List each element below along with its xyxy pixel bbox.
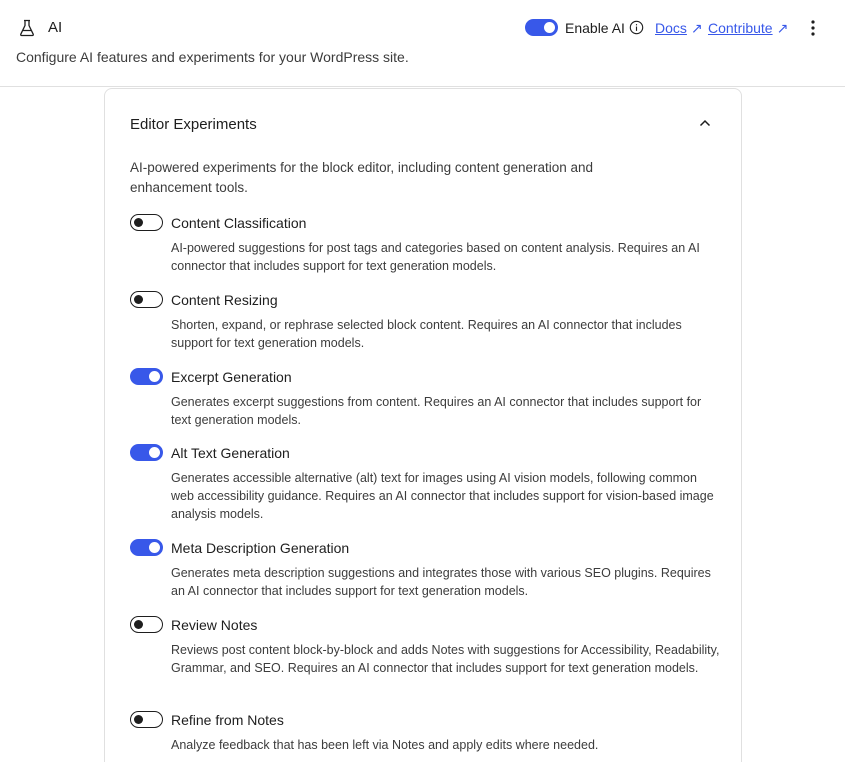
toggle-content-classification[interactable] (130, 214, 163, 231)
external-link-icon: ↗ (690, 20, 703, 36)
experiment-label: Refine from Notes (171, 712, 284, 728)
experiment-label: Content Resizing (171, 292, 278, 308)
experiment-label: Review Notes (171, 617, 258, 633)
experiment-description: AI-powered suggestions for post tags and categories based on content analysis. Requires an AI connector that includes support for text generation models. (171, 241, 700, 273)
info-icon[interactable] (629, 20, 644, 35)
toggle-refine-from-notes[interactable] (130, 711, 163, 728)
experiment-description: Shorten, expand, or rephrase selected block content. Requires an AI connector that includes support for text generation models. (171, 318, 682, 350)
toggle-knob (134, 715, 143, 724)
experiment-label: Content Classification (171, 215, 307, 231)
toggle-excerpt-generation[interactable] (130, 368, 163, 385)
experiment-label: Excerpt Generation (171, 369, 292, 385)
external-link-icon: ↗ (776, 20, 789, 36)
toggle-content-resizing[interactable] (130, 291, 163, 308)
toggle-knob (149, 447, 160, 458)
enable-ai-toggle[interactable] (525, 19, 558, 36)
toggle-review-notes[interactable] (130, 616, 163, 633)
page-title: AI (48, 19, 63, 36)
toggle-knob (544, 22, 555, 33)
page-header (0, 0, 845, 87)
contribute-link[interactable] (708, 20, 788, 36)
toggle-knob (149, 371, 160, 382)
contribute-link-label: Contribute (708, 20, 773, 36)
page-description: Configure AI features and experiments for your WordPress site. (16, 49, 409, 65)
toggle-knob (134, 295, 143, 304)
toggle-knob (134, 620, 143, 629)
experiment-description: Generates excerpt suggestions from content. Requires an AI connector that includes support for text generation models. (171, 395, 702, 427)
experiment-label: Alt Text Generation (171, 445, 290, 461)
experiment-description: Generates accessible alternative (alt) text for images using AI vision models, following common web accessibility guidance. Requires an AI connector that includes support for vision-based image analysis models. (171, 471, 714, 521)
toggle-knob (134, 218, 143, 227)
flask-icon (19, 19, 35, 37)
editor-experiments-panel (104, 88, 742, 762)
panel-description: AI-powered experiments for the block editor, including content generation and enhancement tools. (130, 160, 594, 195)
docs-link[interactable] (655, 20, 703, 36)
experiment-label: Meta Description Generation (171, 540, 350, 556)
experiment-description: Generates meta description suggestions and integrates those with various SEO plugins. Requires an AI connector that includes support for text generation models. (171, 566, 711, 598)
toggle-alt-text-generation[interactable] (130, 444, 163, 461)
toggle-meta-description-generation[interactable] (130, 539, 163, 556)
toggle-knob (149, 542, 160, 553)
docs-link-label: Docs (655, 20, 687, 36)
experiment-description: Analyze feedback that has been left via Notes and apply edits where needed. (171, 738, 599, 752)
panel-title: Editor Experiments (130, 116, 257, 133)
experiment-description: Reviews post content block-by-block and adds Notes with suggestions for Accessibility, Readability, Grammar, and SEO. Requires an AI connector that includes support for text generation models. (171, 643, 720, 675)
more-vertical-icon[interactable] (806, 18, 820, 38)
chevron-up-icon[interactable] (698, 116, 712, 130)
enable-ai-label: Enable AI (565, 20, 625, 36)
